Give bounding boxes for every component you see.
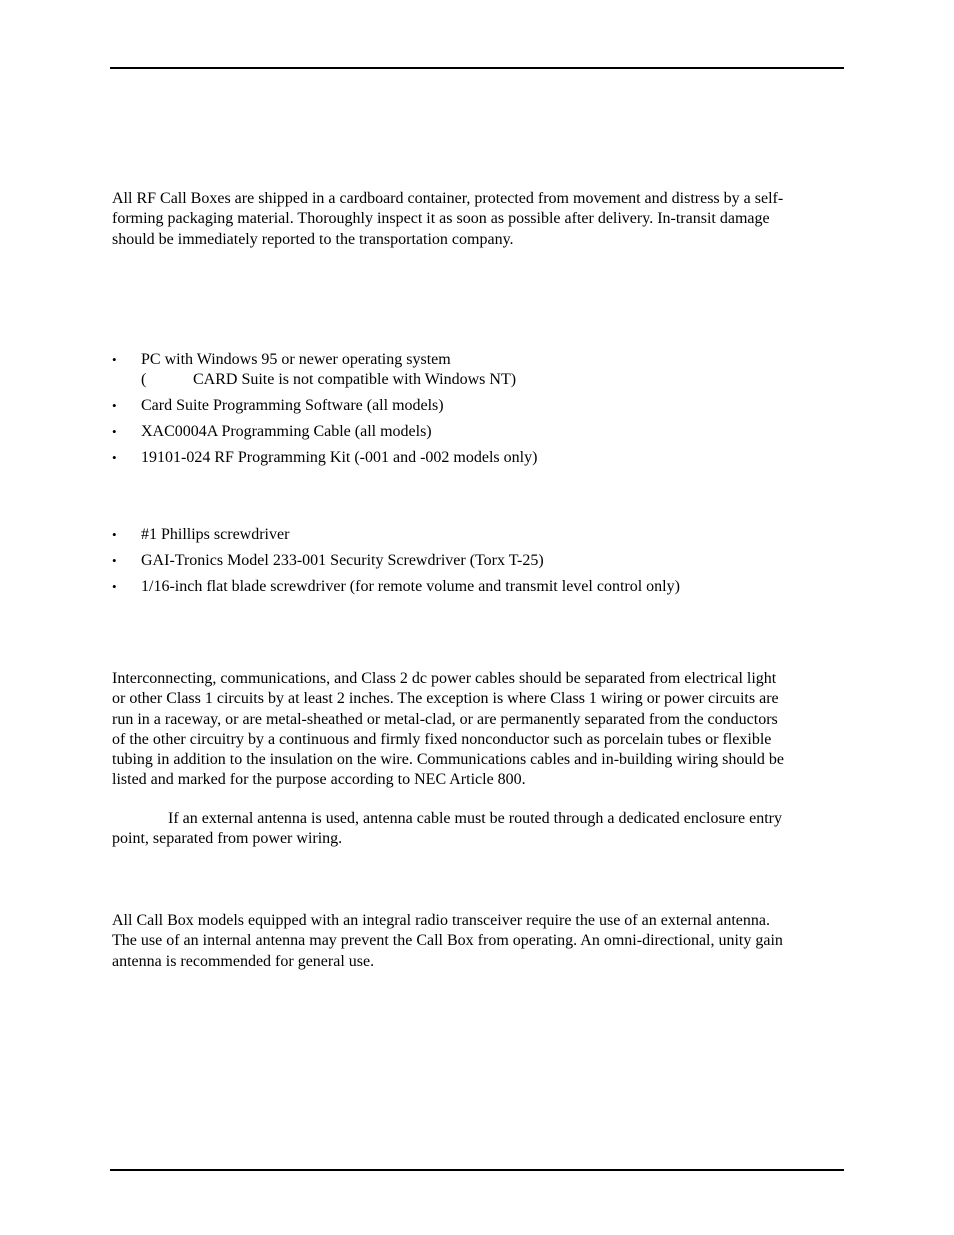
list-item (112, 396, 844, 416)
list-item-text: PC with Windows 95 or newer operating system (141, 351, 451, 368)
note-line-text: If an external antenna is used, antenna cable must be routed through a dedicated enclosure entry (168, 810, 782, 827)
programming-requirements-list (112, 350, 844, 474)
inspection-paragraph (112, 189, 844, 250)
text-line: or other Class 1 circuits by at least 2 inches. The exception is where Class 1 wiring or power circuits are (112, 690, 779, 708)
bullet-icon: • (112, 424, 117, 439)
text-line: antenna is recommended for general use. (112, 952, 375, 970)
tools-list (112, 525, 844, 603)
bullet-icon: • (112, 579, 117, 594)
list-item (112, 422, 844, 442)
antenna-paragraph (112, 911, 844, 972)
text-line: should be immediately reported to the transportation company. (112, 230, 514, 248)
text-line: point, separated from power wiring. (112, 830, 343, 848)
wiring-paragraph (112, 669, 844, 791)
footer-rule (110, 1169, 844, 1171)
list-item-text: 19101-024 RF Programming Kit (-001 and -002 models only) (141, 449, 538, 466)
text-line: The use of an internal antenna may prevent the Call Box from operating. An omni-directional, unity gain (112, 932, 783, 950)
list-item (112, 525, 844, 545)
list-item (112, 350, 844, 390)
text-line: run in a raceway, or are metal-sheathed or metal-clad, or are permanently separated from the conductors (112, 710, 778, 728)
list-item (112, 551, 844, 571)
text-line: of the other circuitry by a continuous and firmly fixed nonconductor such as porcelain tubes or flexible (112, 730, 772, 748)
list-item-text: 1/16-inch flat blade screwdriver (for remote volume and transmit level control only) (141, 578, 680, 595)
open-paren: ( (141, 371, 147, 388)
bullet-icon: • (112, 527, 117, 542)
list-item (112, 448, 844, 468)
text-line: All Call Box models equipped with an integral radio transceiver require the use of an external antenna. (112, 912, 770, 929)
header-rule (110, 67, 844, 69)
text-line: tubing in addition to the insulation on the wire. Communications cables and in-building wiring should be (112, 751, 784, 769)
bullet-icon: • (112, 553, 117, 568)
text-line: Interconnecting, communications, and Class 2 dc power cables should be separated from electrical light (112, 670, 777, 687)
list-item-text: Card Suite Programming Software (all models) (141, 397, 444, 414)
text-line: listed and marked for the purpose according to NEC Article 800. (112, 771, 526, 789)
antenna-cable-note (112, 809, 844, 850)
list-item (112, 577, 844, 597)
list-item-text: #1 Phillips screwdriver (141, 526, 290, 543)
list-item-text: XAC0004A Programming Cable (all models) (141, 423, 432, 440)
text-line (112, 809, 844, 829)
list-item-subtext (141, 370, 844, 390)
bullet-icon: • (112, 398, 117, 413)
text-line: All RF Call Boxes are shipped in a cardboard container, protected from movement and distress by a self- (112, 190, 784, 207)
list-item-text: GAI-Tronics Model 233-001 Security Screwdriver (Torx T-25) (141, 552, 544, 569)
text-line: forming packaging material. Thoroughly inspect it as soon as possible after delivery. In-transit damage (112, 210, 770, 228)
bullet-icon: • (112, 352, 117, 367)
list-item-subtext-body: CARD Suite is not compatible with Windows NT) (193, 371, 517, 388)
bullet-icon: • (112, 450, 117, 465)
